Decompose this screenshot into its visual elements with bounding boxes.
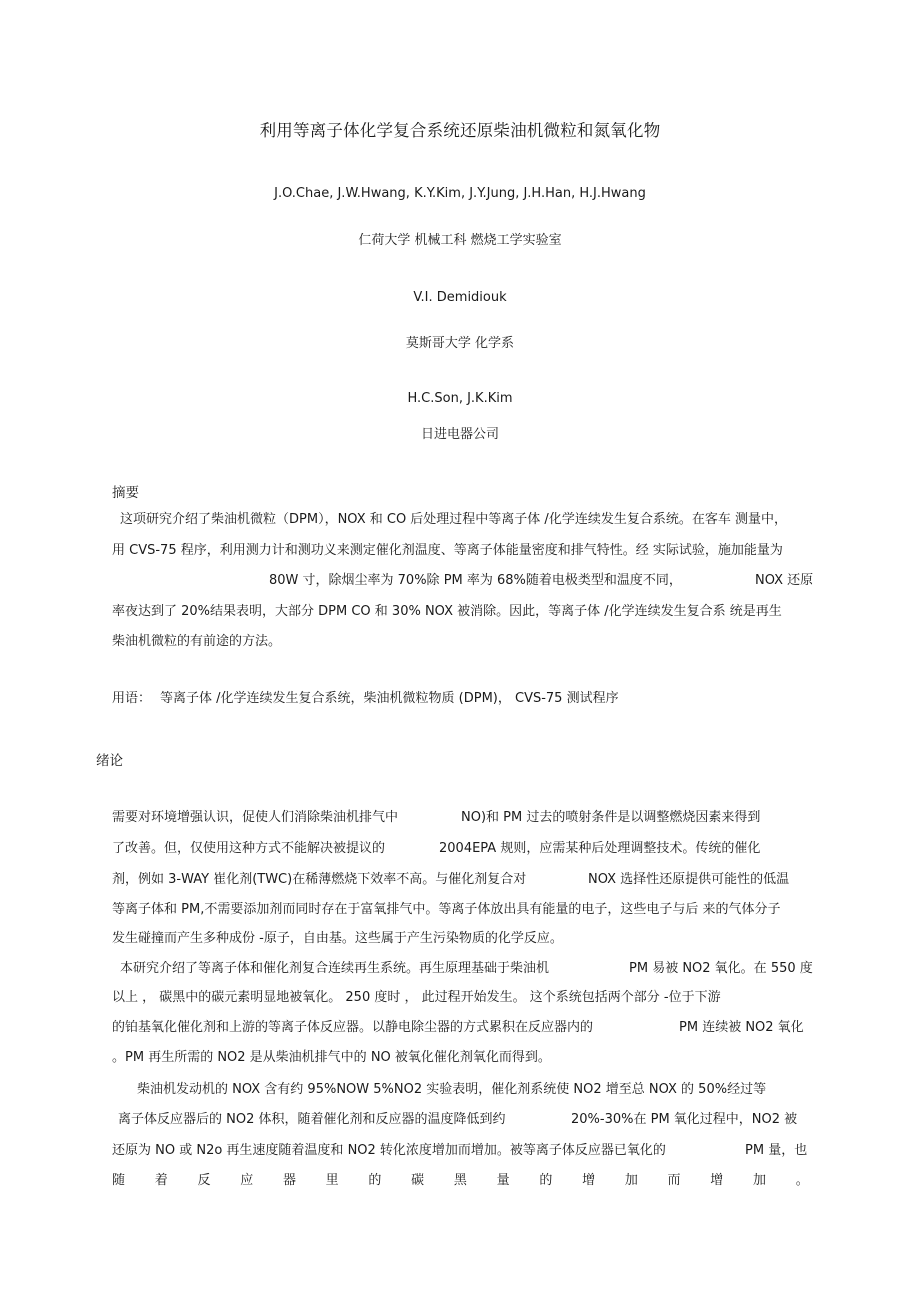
intro-line-tail: PM 连续被 NO2 氧化 [679,1020,804,1035]
authors-group-1: J.O.Chae, J.W.Hwang, K.Y.Kim, J.Y.Jung, J.H.Han, H.J.Hwang [274,186,646,201]
affiliation-3: 日进电器公司 [420,427,499,442]
intro-line: 以上 ， 碳黑中的碳元素明显地被氧化。 250 度时 ， 此过程开始发生。 这个系统包括两个部分 -位于下游 [112,990,721,1005]
intro-line: 柴油机发动机的 NOX 含有约 95%NOW 5%NO2 实验表明，催化剂系统使 NO2 增至总 NOX 的 50%经过等 [137,1082,767,1097]
intro-line: 的铂基氧化催化剂和上游的等离子体反应器。以静电除尘器的方式累积在反应器内的 [112,1020,594,1035]
intro-line: 。PM 再生所需的 NO2 是从柴油机排气中的 NO 被氧化催化剂氧化而得到。 [112,1050,551,1065]
intro-line-tail: NOX 选择性还原提供可能性的低温 [588,872,790,887]
abstract-line: 80W 寸，除烟尘率为 70%除 PM 率为 68%随着电极类型和温度不同， [269,573,682,588]
keywords-text: 等离子体 /化学连续发生复合系统，柴油机微粒物质 (DPM)， CVS-75 测试程序 [160,691,619,706]
intro-line-tail: NO)和 PM 过去的喷射条件是以调整燃烧因素来得到 [461,810,761,825]
intro-line: 发生碰撞而产生多种成份 -原子，自由基。这些属于产生污染物质的化学反应。 [112,931,563,946]
char: 器 [282,1173,296,1188]
char: 反 [197,1173,211,1188]
intro-line-tail: PM 易被 NO2 氧化。在 550 度 [629,961,813,976]
abstract-line-tail: NOX 还原 [755,573,814,588]
char: 应 [240,1173,254,1188]
intro-line: 还原为 NO 或 N2o 再生速度随着温度和 NO2 转化浓度增加而增加。被等离子体反应器已氧化的 [112,1143,666,1158]
affiliation-2: 莫斯哥大学 化学系 [405,336,515,351]
authors-group-3: H.C.Son, J.K.Kim [407,391,513,406]
abstract-line: 这项研究介绍了柴油机微粒（DPM），NOX 和 CO 后处理过程中等离子体 /化学连续发生复合系统。在客车 测量中， [120,512,787,527]
introduction-heading: 绪论 [96,753,123,769]
paper-title: 利用等离子体化学复合系统还原柴油机微粒和氮氧化物 [259,121,661,140]
char: 着 [154,1173,168,1188]
char: 而 [667,1173,681,1188]
intro-line-tail: 2004EPA 规则，应需某种后处理调整技术。传统的催化 [439,841,761,856]
intro-line: 需要对环境增强认识，促使人们消除柴油机排气中 [112,810,399,825]
intro-line: 了改善。但，仅使用这种方式不能解决被提议的 [112,841,386,856]
char: 。 [795,1173,809,1188]
intro-line: 本研究介绍了等离子体和催化剂复合连续再生系统。再生原理基础于柴油机 [120,961,550,976]
intro-line: 离子体反应器后的 NO2 体积，随着催化剂和反应器的温度降低到约 [118,1112,506,1127]
char: 黑 [453,1173,467,1188]
char: 加 [753,1173,767,1188]
char: 的 [539,1173,553,1188]
char: 增 [710,1173,724,1188]
intro-line-tail: PM 量，也 [745,1143,808,1158]
intro-line: 等离子体和 PM,不需要添加剂而同时存在于富氧排气中。等离子体放出具有能量的电子，这些电子与后 来的气体分子 [112,902,781,917]
abstract-line: 率夜达到了 20%结果表明，大部分 DPM CO 和 30% NOX 被消除。因此，等离子体 /化学连续发生复合系 统是再生 [112,604,782,619]
abstract-line: 用 CVS-75 程序，利用测力计和测功义来测定催化剂温度、等离子体能量密度和排气特性。经 实际试验，施加能量为 [112,543,783,558]
authors-group-2: V.I. Demidiouk [413,290,507,305]
char: 加 [624,1173,638,1188]
intro-justified-line [112,1172,809,1189]
abstract-line: 柴油机微粒的有前途的方法。 [112,634,282,649]
keywords-label: 用语： [112,691,152,706]
intro-line: 剂，例如 3-WAY 崔化剂(TWC)在稀薄燃烧下效率不高。与催化剂复合对 [112,872,527,887]
char: 里 [325,1173,339,1188]
abstract-heading: 摘要 [112,485,139,501]
intro-line-tail: 20%-30%在 PM 氧化过程中，NO2 被 [571,1112,798,1127]
char: 增 [582,1173,596,1188]
affiliation-1: 仁荷大学 机械工科 燃烧工学实验室 [358,233,562,248]
char: 的 [368,1173,382,1188]
char: 量 [496,1173,510,1188]
char: 随 [112,1173,126,1188]
char: 碳 [411,1173,425,1188]
